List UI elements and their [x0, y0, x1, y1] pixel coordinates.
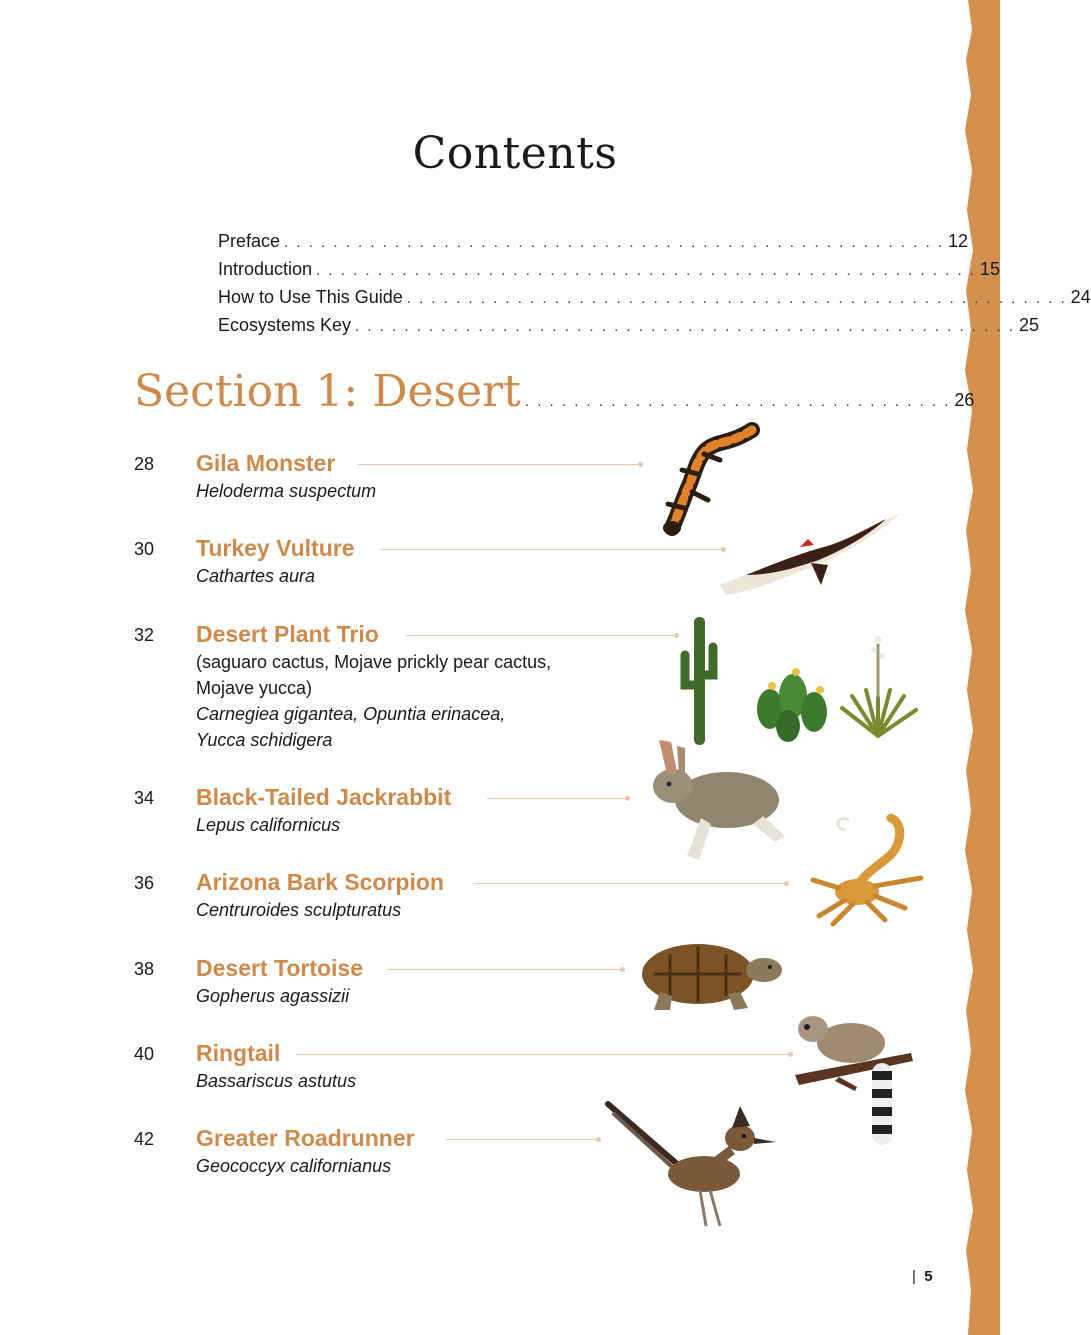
yucca-icon	[838, 628, 920, 740]
section-title: Section 1: Desert	[134, 366, 521, 417]
folio-page-number: 5	[924, 1268, 933, 1285]
toc-label: Preface	[218, 231, 281, 251]
entry-name: Greater Roadrunner	[196, 1125, 415, 1151]
entry-page-number: 42	[134, 1129, 155, 1149]
entry-scientific-name: Gopherus agassizii	[196, 986, 350, 1006]
entry-name: Desert Tortoise	[196, 955, 364, 981]
entry-page-number: 34	[134, 788, 155, 808]
page-title: Contents	[412, 128, 618, 179]
torn-paper-edge	[960, 0, 1000, 1335]
leader-dot	[788, 1052, 793, 1057]
leader-dot	[625, 796, 630, 801]
folio-separator: |	[912, 1268, 916, 1285]
entry-name: Ringtail	[196, 1040, 281, 1066]
leader-line	[474, 883, 786, 884]
leader-line	[487, 798, 627, 799]
dot-leader: . . . . . . . . . . . . . . . . . . . . . . . . . . . . . . . . . . . . . . . . . . . . . . . . . . . . . .	[284, 234, 944, 251]
leader-dot	[620, 967, 625, 972]
leader-line	[358, 464, 640, 465]
entry-scientific-name: Bassariscus astutus	[196, 1071, 357, 1091]
entry-scientific-name: Yucca schidigera	[196, 730, 333, 750]
page-folio	[912, 1268, 933, 1285]
entry-page-number: 36	[134, 873, 155, 893]
toc-page-number: 24	[1070, 287, 1091, 307]
entry-common-names: Mojave yucca)	[196, 678, 313, 698]
leader-line	[388, 969, 622, 970]
entry-scientific-name: Lepus californicus	[196, 815, 341, 835]
leader-line	[381, 549, 723, 550]
entry-scientific-name: Carnegiea gigantea, Opuntia erinacea,	[196, 704, 506, 724]
turkey-vulture-icon	[716, 505, 906, 600]
scorpion-icon	[805, 812, 927, 930]
entry-page-number: 32	[134, 625, 155, 645]
toc-front-ecosystems-key[interactable]	[218, 315, 1039, 336]
toc-label: Introduction	[218, 259, 313, 279]
dot-leader: . . . . . . . . . . . . . . . . . . . . . . . . . . . . . . . . . . . . . . . . . . . . . . . . . . . . . .	[406, 290, 1067, 307]
entry-scientific-name: Geococcyx californianus	[196, 1156, 392, 1176]
entry-name: Gila Monster	[196, 450, 336, 476]
entry-scientific-name: Heloderma suspectum	[196, 481, 377, 501]
entry-scientific-name: Centruroides sculpturatus	[196, 900, 402, 920]
entry-name: Turkey Vulture	[196, 535, 355, 561]
entry-common-names: (saguaro cactus, Mojave prickly pear cactus,	[196, 652, 552, 672]
entry-page-number: 40	[134, 1044, 155, 1064]
entry-name: Black-Tailed Jackrabbit	[196, 784, 452, 810]
toc-page-number: 25	[1018, 315, 1039, 335]
entry-page-number: 28	[134, 454, 155, 474]
toc-label: How to Use This Guide	[218, 287, 403, 307]
section-page-number: 26	[954, 390, 975, 410]
jackrabbit-icon	[645, 738, 790, 870]
entry-name: Arizona Bark Scorpion	[196, 869, 444, 895]
entry-name: Desert Plant Trio	[196, 621, 379, 647]
leader-dot	[638, 462, 643, 467]
roadrunner-icon	[604, 1100, 779, 1232]
toc-section-desert[interactable]	[134, 366, 975, 417]
saguaro-cactus-icon	[678, 615, 720, 747]
dot-leader: . . . . . . . . . . . . . . . . . . . . . . . . . . . . . . . . . . . . . . . . . . . . . . . . . . . . . .	[355, 318, 1015, 335]
tortoise-icon	[640, 940, 785, 1012]
toc-page-number: 12	[947, 231, 968, 251]
entry-page-number: 38	[134, 959, 155, 979]
toc-label: Ecosystems Key	[218, 315, 352, 335]
toc-page-number: 15	[979, 259, 1001, 279]
leader-line	[296, 1054, 790, 1055]
ringtail-icon	[795, 1005, 915, 1147]
prickly-pear-icon	[748, 664, 833, 744]
entry-scientific-name: Cathartes aura	[196, 566, 316, 586]
leader-line	[406, 635, 676, 636]
dot-leader: . . . . . . . . . . . . . . . . . . . . . . . . . . . . . . . . . . . . . . . . . . . . . . . . . . . . . .	[316, 262, 976, 279]
toc-front-introduction[interactable]	[218, 259, 1001, 280]
leader-dot	[596, 1137, 601, 1142]
dot-leader: . . . . . . . . . . . . . . . . . . . . . . . . . . . . . . . . . . .	[524, 393, 951, 410]
toc-front-how-to-use[interactable]	[218, 287, 1091, 308]
leader-dot	[784, 881, 789, 886]
toc-front-preface[interactable]	[218, 231, 968, 252]
entry-page-number: 30	[134, 539, 155, 559]
leader-line	[446, 1139, 598, 1140]
